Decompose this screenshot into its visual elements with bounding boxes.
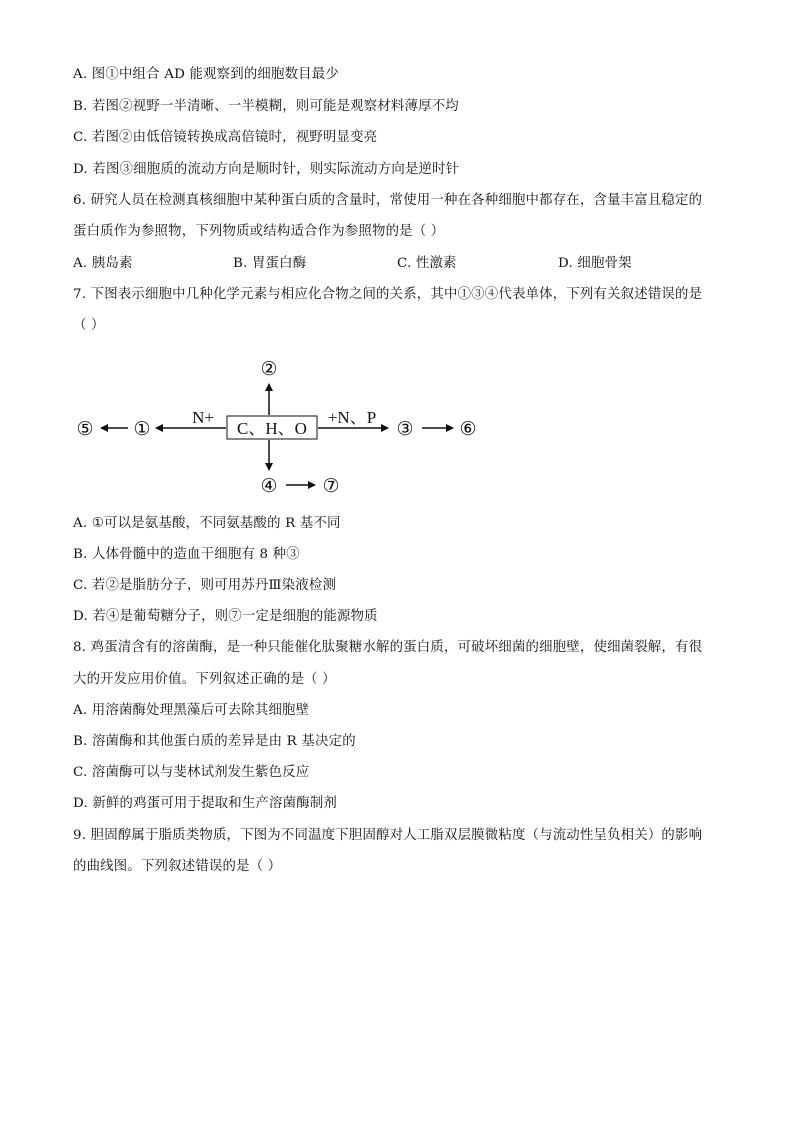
- q7-option-d: D. 若④是葡萄糖分子，则⑦一定是细胞的能源物质: [73, 609, 378, 624]
- q6-option-b: B. 胃蛋白酶: [233, 256, 307, 271]
- compound-relation-diagram: [70, 352, 490, 502]
- q8-stem-line2: 大的开发应用价值。下列叙述正确的是（ ）: [73, 672, 336, 687]
- q8-option-b: B. 溶菌酶和其他蛋白质的差异是由 R 基决定的: [73, 734, 356, 749]
- element-box-label: C、H、O: [237, 419, 307, 438]
- q5-option-c: C. 若图②由低倍镜转换成高倍镜时，视野明显变亮: [73, 130, 378, 145]
- q7-option-a: A. ①可以是氨基酸，不同氨基酸的 R 基不同: [73, 516, 341, 531]
- node-7: ⑦: [322, 476, 340, 497]
- node-6: ⑥: [459, 419, 477, 440]
- q5-option-b: B. 若图②视野一半清晰、一半模糊，则可能是观察材料薄厚不均: [73, 99, 459, 114]
- q8-option-d: D. 新鲜的鸡蛋可用于提取和生产溶菌酶制剂: [73, 796, 338, 811]
- label-n-p: +N、P: [327, 408, 377, 427]
- q6-stem-line1: 6. 研究人员在检测真核细胞中某种蛋白质的含量时，常使用一种在各种细胞中都存在，含量丰富且稳定的: [73, 193, 703, 208]
- node-3: ③: [396, 419, 414, 440]
- node-4: ④: [260, 476, 278, 497]
- q7-stem-line1: 7. 下图表示细胞中几种化学元素与相应化合物之间的关系，其中①③④代表单体，下列有关叙述错误的是: [73, 287, 703, 302]
- q7-stem-line2: （ ）: [73, 318, 105, 333]
- q9-stem-line1: 9. 胆固醇属于脂质类物质，下图为不同温度下胆固醇对人工脂双层膜微粘度（与流动性呈负相关）的影响: [73, 828, 703, 843]
- q6-option-a: A. 胰岛素: [73, 256, 133, 271]
- q8-stem-line1: 8. 鸡蛋清含有的溶菌酶，是一种只能催化肽聚糖水解的蛋白质，可破坏细菌的细胞壁，使细菌裂解，有很: [73, 640, 703, 655]
- q6-stem-line2: 蛋白质作为参照物，下列物质或结构适合作为参照物的是（ ）: [73, 224, 445, 239]
- q5-option-d: D. 若图③细胞质的流动方向是顺时针，则实际流动方向是逆时针: [73, 162, 460, 177]
- q6-option-c: C. 性激素: [397, 256, 457, 271]
- q8-option-c: C. 溶菌酶可以与斐林试剂发生紫色反应: [73, 765, 310, 780]
- node-5: ⑤: [76, 419, 94, 440]
- q8-option-a: A. 用溶菌酶处理黑藻后可去除其细胞壁: [73, 703, 310, 718]
- q7-option-c: C. 若②是脂肪分子，则可用苏丹Ⅲ染液检测: [73, 578, 337, 593]
- node-1: ①: [133, 419, 151, 440]
- label-n-plus: N+: [192, 408, 214, 427]
- node-2: ②: [260, 359, 278, 380]
- q9-stem-line2: 的曲线图。下列叙述错误的是（ ）: [73, 859, 282, 874]
- q5-option-a: A. 图①中组合 AD 能观察到的细胞数目最少: [73, 67, 339, 82]
- q6-option-d: D. 细胞骨架: [558, 256, 632, 271]
- q7-option-b: B. 人体骨髓中的造血干细胞有 8 种③: [73, 547, 300, 562]
